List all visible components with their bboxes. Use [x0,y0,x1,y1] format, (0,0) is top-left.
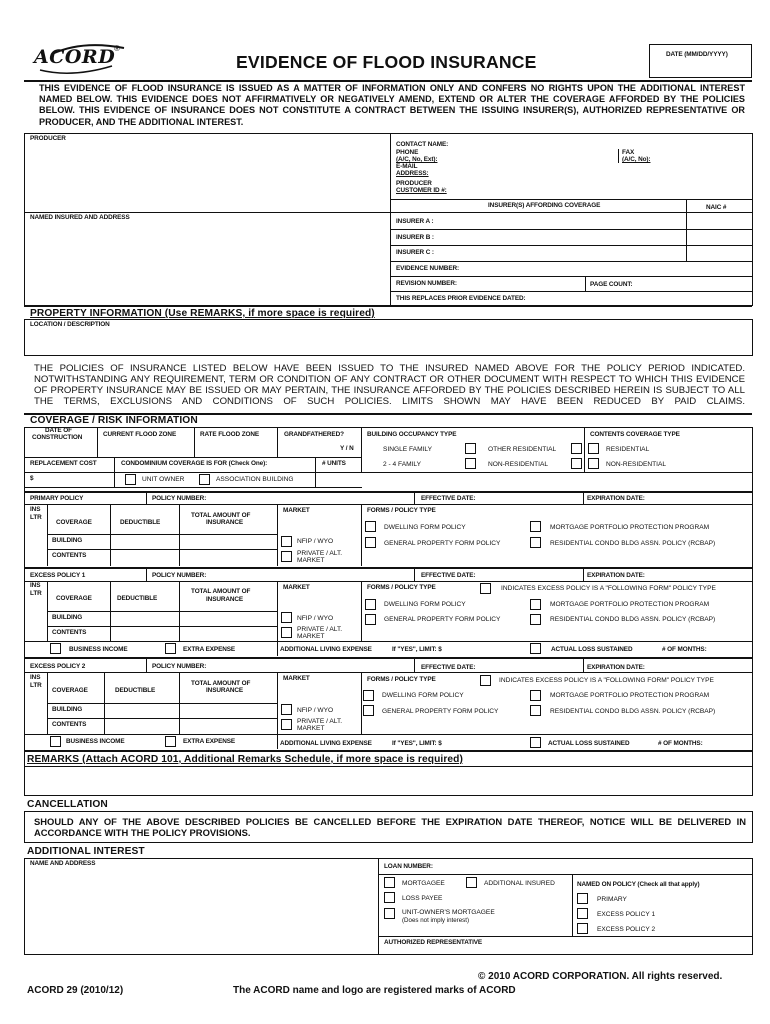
rcbap-checkbox[interactable] [530,614,541,625]
private-checkbox[interactable] [281,627,292,638]
copyright: © 2010 ACORD CORPORATION. All rights reserved. [478,971,723,982]
total-col-label-2: INSURANCE [206,596,244,603]
coverage-col-label: COVERAGE [52,687,88,694]
months-label: # OF MONTHS: [662,646,707,653]
form-number: ACORD 29 (2010/12) [27,985,124,996]
total-col-label: TOTAL AMOUNT OF [191,512,251,519]
property-title: PROPERTY INFORMATION (Use REMARKS, if more space is required) [30,308,375,319]
location-field[interactable] [24,319,753,356]
two-four-family-label: 2 - 4 FAMILY [383,461,421,468]
deductible-col-label: DEDUCTIBLE [115,687,156,694]
units-label: # UNITS [322,460,346,467]
registered-marks-notice: The ACORD name and logo are registered marks of ACORD [233,985,516,996]
phone-label-2: (A/C, No, Ext): [396,156,438,163]
rule [47,626,277,627]
rule [24,487,362,488]
non-residential-label: NON-RESIDENTIAL [488,461,549,468]
ale-label: ADDITIONAL LIVING EXPENSE [280,646,372,653]
rule [24,133,25,306]
extra-expense-label: EXTRA EXPENSE [183,738,236,745]
rule [24,504,752,505]
rule [47,549,277,550]
yn-label: Y / N [340,445,354,452]
ltr-label: LTR [30,590,42,597]
mortgage-portfolio-label: MORTGAGE PORTFOLIO PROTECTION PROGRAM [550,692,710,699]
nfip-checkbox[interactable] [281,612,292,623]
nfip-label: NFIP / WYO [297,707,334,714]
single-family-checkbox[interactable] [465,443,476,454]
two-four-family-checkbox[interactable] [465,458,476,469]
excess1-expiration-label: EXPIRATION DATE: [587,572,645,579]
page-count-label: PAGE COUNT: [590,281,633,288]
rule [146,659,147,672]
private-label-2: MARKET [297,557,325,564]
additional-title: ADDITIONAL INTEREST [27,846,145,857]
date-of-label: DATE OF [45,427,72,434]
forms-col-label: FORMS / POLICY TYPE [367,507,436,514]
excess2-expiration-label: EXPIRATION DATE: [587,664,645,671]
loss-payee-label: LOSS PAYEE [402,895,443,902]
contents-non-residential-label: NON-RESIDENTIAL [606,461,667,468]
additional-insured-checkbox[interactable] [466,877,477,888]
rule [24,457,362,458]
rule [24,80,752,82]
unit-owner-checkbox[interactable] [125,474,136,485]
insurers-label: INSURER(S) AFFORDING COVERAGE [488,202,601,209]
rule [24,581,752,582]
business-income-label: BUSINESS INCOME [66,738,125,745]
primary-expiration-label: EXPIRATION DATE: [587,495,645,502]
contents-row-label: CONTENTS [52,721,87,728]
rule [618,149,619,163]
rule [277,427,278,457]
intro-text: THIS EVIDENCE OF FLOOD INSURANCE IS ISSUED AS A MATTER OF INFORMATION ONLY AND CONFERS NO RIGHTS UPON THE ADDITIONAL INTEREST NAMED BELOW. THIS EVIDENCE DOES NOT AFFIRMATIVELY OR NEGATIVELY AMEND, EXTEND OR ALTER THE COVERAGE AFFORDED BY THE POLICIES BELOW. THIS EVIDENCE OF INSURANCE DOES NOT CONSTITUTE A CONTRACT BETWEEN THE ISSUING INSURER(S), AUTHORIZED REPRESENTATIVE OR PRODUCER, AND THE ADDITIONAL INTEREST. [39,83,745,127]
rule [110,504,111,566]
excess1-effective-label: EFFECTIVE DATE: [421,572,476,579]
als-label: ACTUAL LOSS SUSTAINED [548,740,630,747]
named-excess1-label: EXCESS POLICY 1 [597,911,656,918]
rule [361,427,362,472]
als-checkbox[interactable] [530,737,541,748]
nfip-label: NFIP / WYO [297,615,334,622]
rcbap-label: RESIDENTIAL CONDO BLDG ASSN. POLICY (RCBAP) [550,540,716,547]
email-label-2: ADDRESS: [396,170,429,177]
dwelling-checkbox[interactable] [365,521,376,532]
cancellation-text: SHOULD ANY OF THE ABOVE DESCRIBED POLICIES BE CANCELLED BEFORE THE EXPIRATION DATE THEREOF, NOTICE WILL BE DELIVERED IN ACCORDANCE WITH THE POLICY PROVISIONS. [34,816,746,838]
primary-policy-number-label: POLICY NUMBER: [152,495,207,502]
als-checkbox[interactable] [530,643,541,654]
rcbap-checkbox[interactable] [530,537,541,548]
registered-mark: ® [114,44,120,53]
total-col-label: TOTAL AMOUNT OF [191,588,251,595]
insurer-b-label: INSURER B : [396,234,434,241]
business-income-checkbox[interactable] [50,643,61,654]
rule [47,703,277,704]
rule [277,641,278,656]
contents-residential-label: RESIDENTIAL [606,446,650,453]
ins-label: INS [30,674,41,681]
named-primary-checkbox[interactable] [577,893,588,904]
building-row-label: BUILDING [52,537,83,544]
contents-row-label: CONTENTS [52,629,87,636]
business-income-checkbox[interactable] [50,736,61,747]
rule [378,874,753,875]
rule [378,936,753,937]
contents-non-residential-checkbox[interactable] [588,458,599,469]
rule [24,472,752,473]
private-label: PRIVATE / ALT. [297,550,343,557]
months-label: # OF MONTHS: [658,740,703,747]
rcbap-label: RESIDENTIAL CONDO BLDG ASSN. POLICY (RCBAP) [550,708,716,715]
dwelling-checkbox[interactable] [363,690,374,701]
not-imply-label: (Does not imply interest) [402,917,470,924]
rule [47,718,277,719]
private-label: PRIVATE / ALT. [297,718,343,725]
form-title: EVIDENCE OF FLOOD INSURANCE [236,52,537,72]
rule [390,291,752,292]
total-col-label: TOTAL AMOUNT OF [191,680,251,687]
insurer-c-label: INSURER C : [396,249,434,256]
evidence-number-label: EVIDENCE NUMBER: [396,265,460,272]
association-checkbox[interactable] [199,474,210,485]
rule [97,427,98,457]
excess1-policy-number-label: POLICY NUMBER: [152,572,207,579]
fax-label: FAX [622,149,635,156]
rule [24,133,752,134]
rule [378,858,379,955]
phone-label: PHONE [396,149,419,156]
rule [277,734,278,749]
extra-expense-checkbox[interactable] [165,736,176,747]
rule [390,261,752,262]
other-residential-checkbox[interactable] [571,443,582,454]
als-label: ACTUAL LOSS SUSTAINED [551,646,633,653]
mortgagee-label: MORTGAGEE [402,880,445,887]
rule [277,581,278,641]
nfip-label: NFIP / WYO [297,538,334,545]
producer-label: PRODUCER [30,135,66,142]
contents-residential-checkbox[interactable] [588,443,599,454]
current-zone-label: CURRENT FLOOD ZONE [103,431,177,438]
dwelling-label: DWELLING FORM POLICY [382,692,464,699]
market-col-label: MARKET [283,584,310,591]
authorized-rep-label: AUTHORIZED REPRESENTATIVE [384,939,483,946]
general-label: GENERAL PROPERTY FORM POLICY [384,540,501,547]
ins-label: INS [30,582,41,589]
location-label: LOCATION / DESCRIPTION [30,321,110,328]
date-label: DATE (MM/DD/YYYY) [666,51,728,58]
named-excess2-checkbox[interactable] [577,923,588,934]
ltr-label: LTR [30,682,42,689]
following-form-label: INDICATES EXCESS POLICY IS A "FOLLOWING FORM" POLICY TYPE [501,585,716,592]
nfip-checkbox[interactable] [281,704,292,715]
deductible-col-label: DEDUCTIBLE [120,519,161,526]
rule [414,492,415,504]
contents-type-label: CONTENTS COVERAGE TYPE [590,431,680,438]
unit-owner-mortgagee-label: UNIT-OWNER'S MORTGAGEE [402,909,495,916]
remarks-field[interactable] [24,766,753,796]
private-label-2: MARKET [297,633,325,640]
custid-label-2: CUSTOMER ID #: [396,187,447,194]
private-checkbox[interactable] [281,719,292,730]
forms-col-label: FORMS / POLICY TYPE [367,584,436,591]
excess2-effective-label: EFFECTIVE DATE: [421,664,476,671]
policies-text: THE POLICIES OF INSURANCE LISTED BELOW HAVE BEEN ISSUED TO THE INSURED NAMED ABOVE FOR THE POLICY PERIOD INDICATED. NOTWITHSTANDING ANY REQUIREMENT, TERM OR CONDITION OF ANY CONTRACT OR OTHER DOCUMENT WITH RESPECT TO WHICH THIS EVIDENCE OF PROPERTY INSURANCE MAY BE ISSUED OR MAY PERTAIN, THE INSURANCE AFFORDED BY THE POLICIES DESCRIBED HEREIN IS SUBJECT TO ALL THE TERMS, EXCLUSIONS AND CONDITIONS OF SUCH POLICIES. LIMITS SHOWN MAY HAVE BEEN REDUCED BY PAID CLAIMS. [34,363,745,407]
general-label: GENERAL PROPERTY FORM POLICY [382,708,499,715]
rcbap-label: RESIDENTIAL CONDO BLDG ASSN. POLICY (RCBAP) [550,616,716,623]
rule [414,569,415,581]
naic-label: NAIC # [706,204,727,211]
rule [24,672,752,673]
primary-effective-label: EFFECTIVE DATE: [421,495,476,502]
dollar-sign: $ [30,475,34,482]
rule [584,427,585,472]
rule [194,427,195,457]
following-form-label: INDICATES EXCESS POLICY IS A "FOLLOWING FORM" POLICY TYPE [499,677,714,684]
loan-number-label: LOAN NUMBER: [384,863,433,870]
limit-label: If "YES", LIMIT: $ [392,740,442,747]
rule [572,874,573,936]
mortgage-portfolio-label: MORTGAGE PORTFOLIO PROTECTION PROGRAM [550,601,710,608]
building-row-label: BUILDING [52,706,83,713]
acord-logo-text: ACORD [34,46,116,68]
named-excess1-checkbox[interactable] [577,908,588,919]
email-label: E-MAIL [396,163,418,170]
ale-label: ADDITIONAL LIVING EXPENSE [280,740,372,747]
dwelling-label: DWELLING FORM POLICY [384,524,466,531]
excess2-label: EXCESS POLICY 2 [30,663,86,670]
rate-zone-label: RATE FLOOD ZONE [200,431,260,438]
nfip-checkbox[interactable] [281,536,292,547]
rule [414,659,415,672]
rule [24,427,752,428]
extra-expense-checkbox[interactable] [165,643,176,654]
coverage-col-label: COVERAGE [56,595,92,602]
occupancy-label: BUILDING OCCUPANCY TYPE [367,431,457,438]
rule [752,427,753,774]
mortgage-portfolio-checkbox[interactable] [530,521,541,532]
rule [390,229,752,230]
rule [47,534,277,535]
rule [585,276,586,291]
rcbap-checkbox[interactable] [530,705,541,716]
rule [277,504,278,566]
primary-policy-label: PRIMARY POLICY [30,495,84,502]
limit-label: If "YES", LIMIT: $ [392,646,442,653]
rule [361,672,362,734]
excess1-label: EXCESS POLICY 1 [30,572,86,579]
rule [583,569,584,581]
remarks-title: REMARKS (Attach ACORD 101, Additional Remarks Schedule, if more space is required) [27,754,463,765]
contents-row-label: CONTENTS [52,552,87,559]
building-row-label: BUILDING [52,614,83,621]
construction-label: CONSTRUCTION [32,434,83,441]
insurer-a-label: INSURER A : [396,218,434,225]
rule [146,492,147,504]
general-label: GENERAL PROPERTY FORM POLICY [384,616,501,623]
rule [24,657,752,659]
business-income-label: BUSINESS INCOME [69,646,128,653]
private-label: PRIVATE / ALT. [297,626,343,633]
single-family-label: SINGLE FAMILY [383,446,432,453]
private-checkbox[interactable] [281,551,292,562]
rule [583,492,584,504]
fax-label-2: (A/C, No): [622,156,651,163]
rule [752,133,753,306]
ltr-label: LTR [30,514,42,521]
named-primary-label: PRIMARY [597,896,627,903]
condo-label: CONDOMINIUM COVERAGE IS FOR (Check One): [121,460,268,467]
named-insured-label: NAMED INSURED AND ADDRESS [30,214,130,221]
replacement-cost-label: REPLACEMENT COST [30,460,97,467]
rule [390,199,752,200]
mortgage-portfolio-label: MORTGAGE PORTFOLIO PROTECTION PROGRAM [550,524,710,531]
grandfathered-label: GRANDFATHERED? [284,431,344,438]
rule [24,734,752,735]
date-box[interactable] [649,44,752,78]
revision-number-label: REVISION NUMBER: [396,280,457,287]
rule [361,504,362,566]
forms-col-label: FORMS / POLICY TYPE [367,676,436,683]
excess2-policy-number-label: POLICY NUMBER: [152,663,207,670]
custid-label: PRODUCER [396,180,432,187]
rule [24,491,752,493]
rule [361,581,362,641]
following-form-checkbox[interactable] [480,675,491,686]
following-form-checkbox[interactable] [480,583,491,594]
rule [146,569,147,581]
deductible-col-label: DEDUCTIBLE [117,595,158,602]
rule [277,672,278,734]
ins-label: INS [30,506,41,513]
rule [686,199,687,261]
rule [24,212,752,213]
market-col-label: MARKET [283,675,310,682]
general-checkbox[interactable] [363,705,374,716]
coverage-title: COVERAGE / RISK INFORMATION [30,415,198,426]
cancellation-title: CANCELLATION [27,799,108,810]
rule [24,641,752,642]
private-label-2: MARKET [297,725,325,732]
rule [47,504,48,566]
coverage-col-label: COVERAGE [56,519,92,526]
extra-expense-label: EXTRA EXPENSE [183,646,236,653]
total-col-label-2: INSURANCE [206,519,244,526]
non-residential-checkbox[interactable] [571,458,582,469]
replaces-label: THIS REPLACES PRIOR EVIDENCE DATED: [396,295,526,302]
rule [583,659,584,672]
general-checkbox[interactable] [365,614,376,625]
rule [390,133,391,306]
general-checkbox[interactable] [365,537,376,548]
rule [179,504,180,566]
market-col-label: MARKET [283,507,310,514]
rule [390,276,752,277]
named-on-policy-label: NAMED ON POLICY (Check all that apply) [577,881,700,888]
rule [47,611,277,612]
additional-insured-label: ADDITIONAL INSURED [484,880,555,887]
rule [390,245,752,246]
rule [24,750,752,752]
mortgage-portfolio-checkbox[interactable] [530,599,541,610]
named-excess2-label: EXCESS POLICY 2 [597,926,656,933]
rule [24,305,752,307]
association-label: ASSOCIATION BUILDING [216,476,294,483]
contact-label: CONTACT NAME: [396,141,449,148]
total-col-label-2: INSURANCE [206,687,244,694]
rule [24,567,752,569]
mortgagee-checkbox[interactable] [384,877,395,888]
unit-owner-label: UNIT OWNER [142,476,185,483]
rule [24,427,25,774]
other-residential-label: OTHER RESIDENTIAL [488,446,557,453]
name-address-label: NAME AND ADDRESS [30,860,96,867]
loss-payee-checkbox[interactable] [384,892,395,903]
dwelling-checkbox[interactable] [365,599,376,610]
unit-owner-mortgagee-checkbox[interactable] [384,908,395,919]
dwelling-label: DWELLING FORM POLICY [384,601,466,608]
mortgage-portfolio-checkbox[interactable] [530,690,541,701]
